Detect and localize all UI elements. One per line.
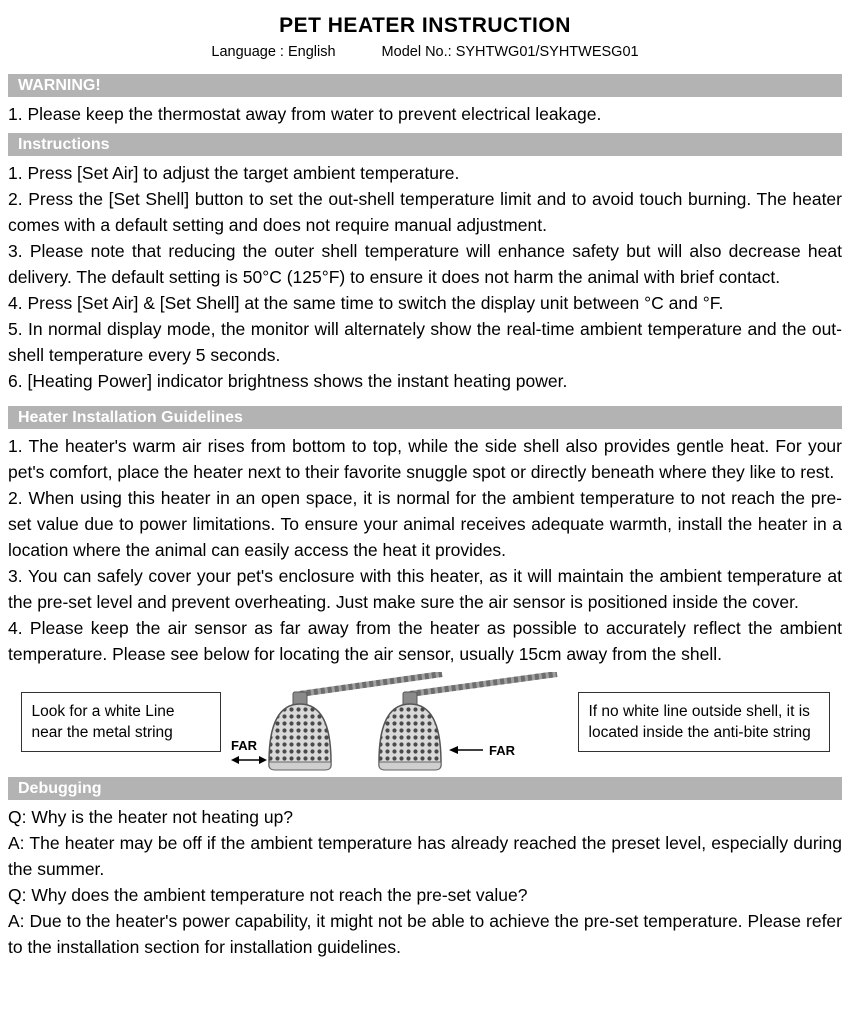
right-callout-box: If no white line outside shell, it is located inside the anti-bite string — [578, 692, 830, 752]
left-arrow-icon — [449, 746, 483, 754]
warning-item-1: 1. Please keep the thermostat away from water to prevent electrical leakage. — [8, 104, 602, 124]
section-header-installation: Heater Installation Guidelines — [8, 406, 842, 429]
heater-image-2 — [379, 692, 441, 770]
instruction-item-5: 5. In normal display mode, the monitor will alternately show the real-time ambient temperature and the out-shell temperature every 5 seconds. — [8, 319, 842, 365]
debug-answer-1: A: The heater may be off if the ambient temperature has already reached the preset level, especially during the summer. — [8, 833, 842, 879]
far-label-right: FAR — [488, 743, 515, 758]
instruction-item-1: 1. Press [Set Air] to adjust the target ambient temperature. — [8, 163, 460, 183]
model-label: Model No.: SYHTWG01/SYHTWESG01 — [381, 44, 639, 60]
heater-figure-image — [227, 672, 572, 772]
instruction-item-3: 3. Please note that reducing the outer shell temperature will enhance safety but will also decrease heat delivery. The default setting is 50°C (125°F) to ensure it does not harm the animal with brief contact. — [8, 241, 842, 287]
instruction-item-4: 4. Press [Set Air] & [Set Shell] at the same time to switch the display unit between °C and °F. — [8, 293, 724, 313]
installation-item-4: 4. Please keep the air sensor as far away from the heater as possible to accurately reflect the ambient temperature. Please see below for locating the air sensor, usually 15cm away from the shell. — [8, 618, 842, 664]
double-arrow-icon — [231, 756, 267, 764]
far-label-left: FAR — [230, 738, 257, 753]
heater-image-1 — [269, 692, 331, 770]
debug-question-2: Q: Why does the ambient temperature not reach the pre-set value? — [8, 885, 528, 905]
section-header-instructions: Instructions — [8, 133, 842, 156]
sensor-location-figure — [8, 673, 842, 771]
instruction-item-2: 2. Press the [Set Shell] button to set the out-shell temperature limit and to avoid touch burning. The heater comes with a default setting and does not require manual adjustment. — [8, 189, 842, 235]
debug-question-1: Q: Why is the heater not heating up? — [8, 807, 294, 827]
installation-item-1: 1. The heater's warm air rises from bottom to top, while the side shell also provides gentle heat. For your pet's comfort, place the heater next to their favorite snuggle spot or directly beneath where they like to rest. — [8, 436, 842, 482]
left-callout-box: Look for a white Line near the metal string — [21, 692, 221, 752]
section-header-warning: WARNING! — [8, 74, 842, 97]
instruction-item-6: 6. [Heating Power] indicator brightness shows the instant heating power. — [8, 371, 568, 391]
debug-answer-2: A: Due to the heater's power capability, it might not be able to achieve the pre-set temperature. Please refer to the installation section for installation guidelines. — [8, 911, 842, 957]
section-header-debugging: Debugging — [8, 777, 842, 800]
page-title: PET HEATER INSTRUCTION — [279, 14, 571, 37]
installation-item-2: 2. When using this heater in an open space, it is normal for the ambient temperature to not reach the pre-set value due to power limitations. To ensure your animal receives adequate warmth, install the heater in a location where the animal can easily access the heat it provides. — [8, 488, 842, 560]
installation-item-3: 3. You can safely cover your pet's enclosure with this heater, as it will maintain the ambient temperature at the pre-set level and prevent overheating. Just make sure the air sensor is positioned inside the cover. — [8, 566, 842, 612]
subtitle-row — [8, 44, 842, 60]
language-label: Language : English — [211, 44, 336, 60]
